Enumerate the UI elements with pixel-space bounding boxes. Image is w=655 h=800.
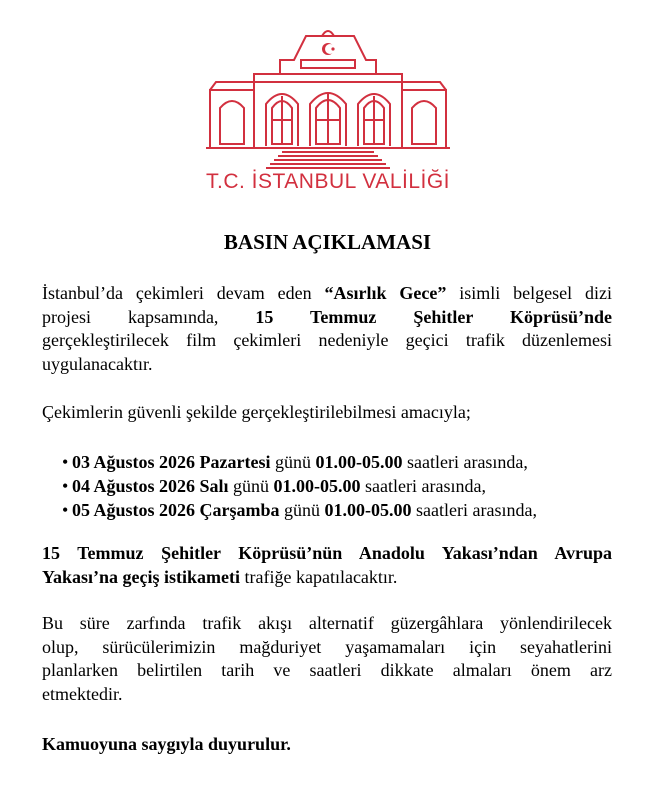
- schedule-date: 03 Ağustos 2026 Pazartesi: [72, 452, 271, 472]
- governorship-building-emblem: [206, 24, 450, 170]
- intro-text-d: projesi kapsamında,: [42, 306, 256, 327]
- intro-text-c: isimli belgesel dizi: [446, 283, 612, 303]
- schedule-time: 01.00-05.00: [324, 500, 412, 520]
- page-title: BASIN AÇIKLAMASI: [223, 230, 432, 254]
- governorship-logo: [206, 24, 450, 199]
- bullet-icon: •: [62, 500, 69, 520]
- closing-text: Kamuoyuna saygıyla duyurulur.: [42, 734, 291, 754]
- advice-line-3: planlarken belirtilen tarih ve saatleri dikkate almaları önem arz: [42, 660, 612, 680]
- schedule-date: 05 Ağustos 2026 Çarşamba: [72, 500, 280, 520]
- schedule-end: saatleri arasında,: [360, 476, 486, 496]
- schedule-time: 01.00-05.00: [273, 476, 361, 496]
- intro-line-2: [42, 306, 612, 330]
- schedule-mid: günü: [228, 476, 274, 496]
- closure-text-a: 15 Temmuz Şehitler Köprüsü’nün Anadolu Yakası’ndan Avrupa: [42, 543, 612, 563]
- schedule-item: [62, 450, 537, 474]
- closure-line-2: [42, 566, 612, 590]
- schedule-mid: günü: [279, 500, 325, 520]
- schedule-item: [62, 474, 537, 498]
- intro-line-4: uygulanacaktır.: [42, 353, 153, 374]
- logo-text: T.C. İSTANBUL VALİLİĞİ: [206, 170, 451, 193]
- schedule-list: [62, 450, 537, 522]
- schedule-mid: günü: [270, 452, 316, 472]
- schedule-end: saatleri arasında,: [402, 452, 528, 472]
- closing-statement: [42, 733, 612, 757]
- purpose-paragraph: Çekimlerin güvenli şekilde gerçekleştirilebilmesi amacıyla;: [42, 402, 471, 422]
- intro-line-3: gerçekleştirilecek film çekimleri nedeniyle geçici trafik düzenlemesi: [42, 330, 612, 350]
- bullet-icon: •: [62, 452, 69, 472]
- advice-line-1: Bu süre zarfında trafik akışı alternatif güzergâhlara yönlendirilecek: [42, 613, 612, 633]
- closure-text-c: trafiğe kapatılacaktır.: [240, 566, 398, 587]
- advice-line-2: olup, sürücülerimizin mağduriyet yaşamamaları için seyahatlerini: [42, 636, 612, 657]
- schedule-item: [62, 498, 537, 522]
- schedule-end: saatleri arasında,: [411, 500, 537, 520]
- advice-line-4: etmektedir.: [42, 683, 123, 704]
- series-name: “Asırlık Gece”: [324, 283, 447, 303]
- intro-paragraph: [42, 282, 612, 376]
- schedule-date: 04 Ağustos 2026 Salı: [72, 476, 229, 496]
- closure-paragraph: [42, 542, 612, 589]
- advice-paragraph: [42, 612, 612, 706]
- bridge-name: 15 Temmuz Şehitler Köprüsü’nde: [255, 306, 613, 327]
- closure-direction: Yakası’na geçiş istikameti: [42, 566, 240, 587]
- intro-line-1: [42, 282, 612, 306]
- bullet-icon: •: [62, 476, 69, 496]
- closure-line-1: [42, 542, 612, 566]
- schedule-time: 01.00-05.00: [315, 452, 403, 472]
- intro-text-a: İstanbul’da çekimleri devam eden: [42, 283, 325, 303]
